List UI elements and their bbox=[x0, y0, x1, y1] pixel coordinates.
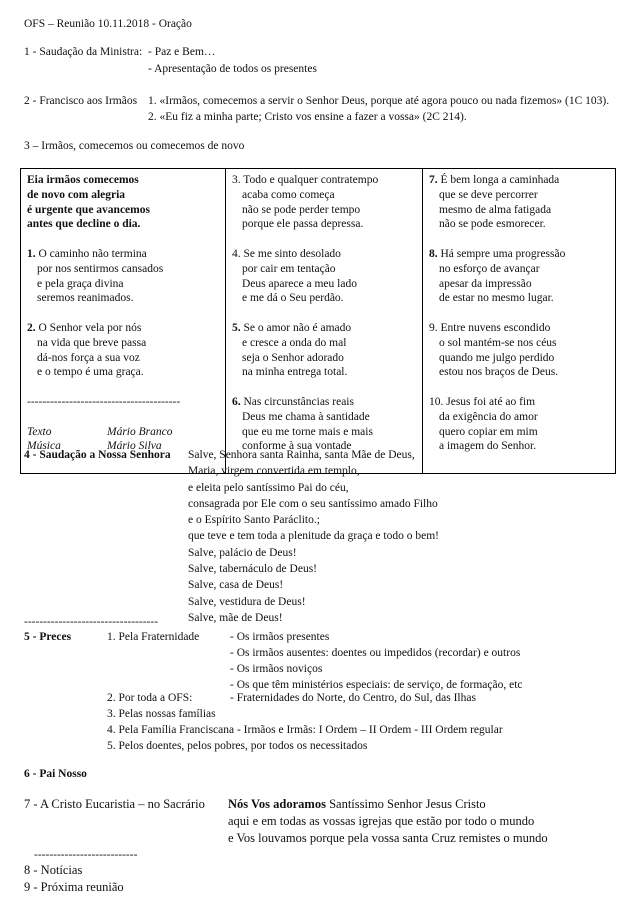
stanza-text: seremos reanimados. bbox=[37, 292, 134, 305]
prece-sub: - Os irmãos presentes bbox=[230, 631, 330, 643]
hymn-stanza bbox=[429, 173, 609, 232]
stanza-text: conforme à sua vontade bbox=[242, 440, 352, 453]
separator: --------------------------- bbox=[34, 849, 138, 861]
s4-text bbox=[188, 447, 439, 626]
stanza-line bbox=[429, 336, 609, 351]
stanza-line bbox=[232, 291, 416, 306]
stanza-number: 2. bbox=[27, 321, 36, 334]
stanza-line bbox=[27, 247, 219, 262]
s2-line: 1. «Irmãos, comecemos a servir o Senhor Deus, porque até agora pouco ou nada fizemos» (1C 103). bbox=[148, 95, 610, 107]
s2-label: 2 - Francisco aos Irmãos bbox=[24, 95, 138, 107]
stanza-text: e me dá o Seu perdão. bbox=[242, 292, 344, 305]
s7-line: aqui e em todas as vossas igrejas que estão por todo o mundo bbox=[228, 814, 535, 828]
stanza-line bbox=[232, 410, 416, 425]
hymn-separator: ---------------------------------------- bbox=[27, 395, 181, 408]
stanza-line bbox=[27, 291, 219, 306]
stanza-text: É bem longa a caminhada bbox=[440, 174, 560, 186]
hymn-stanza bbox=[232, 247, 416, 306]
stanza-text: Deus me chama à santidade bbox=[242, 410, 370, 423]
stanza-line bbox=[232, 217, 416, 232]
separator: ----------------------------------- bbox=[24, 616, 159, 628]
stanza-line bbox=[429, 410, 609, 425]
stanza-number: 10. bbox=[429, 395, 444, 408]
credit-name: Mário Branco bbox=[107, 425, 173, 438]
stanza-line bbox=[27, 351, 219, 366]
stanza-number: 3. bbox=[232, 174, 241, 186]
stanza-text: Deus aparece a meu lado bbox=[242, 277, 357, 290]
salve-line: Salve, tabernáculo de Deus! bbox=[188, 563, 318, 576]
hymn-stanza bbox=[232, 395, 416, 454]
doc-title: OFS – Reunião 10.11.2018 - Oração bbox=[24, 18, 192, 30]
s1-line: - Apresentação de todos os presentes bbox=[148, 63, 317, 75]
stanza-text: quando me julgo perdido bbox=[439, 351, 555, 364]
salve-line: Salve, vestidura de Deus! bbox=[188, 595, 306, 608]
stanza-line bbox=[27, 336, 219, 351]
stanza-line bbox=[27, 277, 219, 292]
stanza-line bbox=[429, 365, 609, 380]
stanza-text: seja o Senhor adorado bbox=[242, 351, 344, 364]
stanza-line bbox=[27, 262, 219, 277]
salve-line: Salve, Senhora santa Rainha, santa Mãe de Deus, bbox=[188, 449, 415, 461]
stanza-text: o sol mantém-se nos céus bbox=[439, 336, 557, 349]
s7-text bbox=[228, 796, 548, 847]
stanza-line bbox=[232, 365, 416, 380]
prece-item: 2. Por toda a OFS: bbox=[107, 692, 193, 704]
prece-sub: - Os irmãos noviços bbox=[230, 663, 323, 675]
stanza-line bbox=[429, 203, 609, 218]
stanza-text: não se pode esmorecer. bbox=[439, 218, 546, 231]
stanza-text: na vida que breve passa bbox=[37, 336, 147, 349]
stanza-text: por cair em tentação bbox=[242, 262, 336, 275]
prece-item: 5. Pelos doentes, pelos pobres, por todos os necessitados bbox=[107, 740, 368, 752]
s1-line: - Paz e Bem… bbox=[148, 46, 216, 58]
prece-sub: - Os irmãos ausentes: doentes ou impedidos (recordar) e outros bbox=[230, 647, 521, 659]
stanza-line bbox=[232, 262, 416, 277]
stanza-line bbox=[429, 321, 609, 336]
stanza-text: O caminho não termina bbox=[38, 247, 147, 260]
credit-name: Mário Silva bbox=[107, 440, 162, 453]
stanza-number: 8. bbox=[429, 247, 438, 260]
stanza-line bbox=[232, 188, 416, 203]
stanza-line bbox=[429, 247, 609, 262]
stanza-number: 5. bbox=[232, 321, 241, 334]
stanza-text: Se me sinto desolado bbox=[243, 247, 341, 260]
stanza-text: mesmo de alma fatigada bbox=[439, 203, 552, 216]
s1-label: 1 - Saudação da Ministra: bbox=[24, 46, 143, 58]
s7-line: Santíssimo Senhor Jesus Cristo bbox=[325, 797, 486, 811]
salve-line: Maria, virgem convertida em templo, bbox=[188, 465, 360, 478]
stanza-line bbox=[429, 291, 609, 306]
stanza-line bbox=[27, 321, 219, 336]
stanza-line bbox=[429, 439, 609, 454]
stanza-line bbox=[232, 395, 416, 410]
stanza-text: de estar no mesmo lugar. bbox=[439, 292, 554, 305]
stanza-line bbox=[232, 336, 416, 351]
stanza-number: 7. bbox=[429, 174, 438, 186]
s2-line: 2. «Eu fiz a minha parte; Cristo vos ensine a fazer a vossa» (2C 214). bbox=[148, 111, 467, 123]
stanza-line bbox=[232, 425, 416, 440]
s7-label: 7 - A Cristo Eucaristia – no Sacrário bbox=[24, 797, 205, 811]
stanza-line bbox=[429, 173, 609, 188]
refrain-line: antes que decline o dia. bbox=[27, 218, 141, 231]
stanza-line bbox=[429, 351, 609, 366]
stanza-text: e pela graça divina bbox=[37, 277, 124, 290]
prece-item: 1. Pela Fraternidade bbox=[107, 631, 200, 643]
stanza-line bbox=[232, 203, 416, 218]
stanza-text: acaba como começa bbox=[242, 188, 335, 201]
stanza-text: no esforço de avançar bbox=[439, 262, 540, 275]
salve-line: e o Espírito Santo Paráclito.; bbox=[188, 514, 320, 527]
stanza-line bbox=[27, 365, 219, 380]
stanza-text: Entre nuvens escondido bbox=[440, 321, 551, 334]
stanza-text: porque ele passa depressa. bbox=[242, 218, 364, 231]
stanza-line bbox=[429, 262, 609, 277]
stanza-line bbox=[232, 173, 416, 188]
prece-item: 3. Pelas nossas famílias bbox=[107, 708, 216, 720]
hymn-col-2 bbox=[226, 169, 423, 474]
stanza-text: Nas circunstâncias reais bbox=[243, 395, 354, 408]
salve-line: Salve, mãe de Deus! bbox=[188, 611, 283, 624]
stanza-text: por nos sentirmos cansados bbox=[37, 262, 164, 275]
stanza-text: da exigência do amor bbox=[439, 410, 538, 423]
salve-line: Salve, palácio de Deus! bbox=[188, 546, 297, 559]
stanza-text: que se deve percorrer bbox=[439, 188, 538, 201]
s5-label: 5 - Preces bbox=[24, 631, 72, 643]
stanza-text: dá-nos força a sua voz bbox=[37, 351, 140, 364]
stanza-line bbox=[232, 351, 416, 366]
stanza-text: Todo e qualquer contratempo bbox=[243, 174, 379, 186]
s8-label: 8 - Notícias bbox=[24, 863, 83, 877]
stanza-text: não se pode perder tempo bbox=[242, 203, 361, 216]
stanza-text: apesar da impressão bbox=[439, 277, 532, 290]
hymn-stanza bbox=[232, 173, 416, 232]
stanza-text: e cresce a onda do mal bbox=[242, 336, 347, 349]
hymn-stanza bbox=[429, 321, 609, 380]
hymn-refrain bbox=[27, 173, 219, 232]
s9-label: 9 - Próxima reunião bbox=[24, 880, 124, 894]
stanza-text: na minha entrega total. bbox=[242, 366, 348, 379]
stanza-line bbox=[429, 395, 609, 410]
salve-line: que teve e tem toda a plenitude da graça e todo o bem! bbox=[188, 530, 439, 543]
s6-label: 6 - Pai Nosso bbox=[24, 768, 87, 780]
stanza-line bbox=[232, 321, 416, 336]
stanza-text: estou nos braços de Deus. bbox=[439, 366, 559, 379]
salve-line: consagrada por Ele com o seu santíssimo amado Filho bbox=[188, 497, 438, 510]
stanza-number: 4. bbox=[232, 247, 241, 260]
hymn-stanza bbox=[429, 247, 609, 306]
s3-label: 3 – Irmãos, comecemos ou comecemos de novo bbox=[24, 140, 245, 152]
prece-sub: - Os que têm ministérios especiais: de serviço, de formação, etc bbox=[230, 679, 523, 691]
stanza-line bbox=[232, 277, 416, 292]
stanza-number: 9. bbox=[429, 321, 438, 334]
refrain-line: é urgente que avancemos bbox=[27, 203, 150, 216]
hymn-stanza bbox=[27, 247, 219, 306]
stanza-line bbox=[429, 425, 609, 440]
hymn-col-3 bbox=[423, 169, 616, 474]
stanza-text: a imagem do Senhor. bbox=[439, 440, 537, 453]
s7-bold: Nós Vos adoramos bbox=[228, 797, 326, 811]
credit-role: Texto bbox=[27, 425, 52, 438]
stanza-text: e o tempo é uma graça. bbox=[37, 366, 144, 379]
s4-label: 4 - Saudação a Nossa Senhora bbox=[24, 449, 171, 461]
credit-row bbox=[27, 425, 219, 440]
stanza-text: que eu me torne mais e mais bbox=[242, 425, 373, 438]
stanza-text: quero copiar em mim bbox=[439, 425, 538, 438]
s7-line: e Vos louvamos porque pela vossa santa Cruz remistes o mundo bbox=[228, 831, 548, 845]
stanza-text: Há sempre uma progressão bbox=[440, 247, 566, 260]
stanza-line bbox=[232, 247, 416, 262]
hymn-table bbox=[20, 168, 616, 474]
salve-line: e eleita pelo santíssimo Pai do céu, bbox=[188, 481, 349, 494]
credit-role: Música bbox=[27, 440, 61, 453]
hymn-stanza bbox=[232, 321, 416, 380]
salve-line: Salve, casa de Deus! bbox=[188, 579, 284, 592]
stanza-line bbox=[429, 217, 609, 232]
hymn-stanza bbox=[27, 321, 219, 380]
refrain-line: de novo com alegria bbox=[27, 188, 126, 201]
stanza-line bbox=[429, 277, 609, 292]
prece-sub: - Fraternidades do Norte, do Centro, do Sul, das Ilhas bbox=[230, 692, 476, 704]
stanza-text: Se o amor não é amado bbox=[243, 321, 352, 334]
stanza-number: 1. bbox=[27, 247, 36, 260]
hymn-col-1 bbox=[21, 169, 226, 474]
prece-item: 4. Pela Família Franciscana - Irmãos e Irmãs: I Ordem – II Ordem - III Ordem regular bbox=[107, 724, 503, 736]
refrain-line: Eia irmãos comecemos bbox=[27, 174, 139, 186]
stanza-line bbox=[429, 188, 609, 203]
stanza-text: Jesus foi até ao fim bbox=[446, 395, 536, 408]
hymn-stanza bbox=[429, 395, 609, 454]
stanza-text: O Senhor vela por nós bbox=[38, 321, 142, 334]
stanza-number: 6. bbox=[232, 395, 241, 408]
